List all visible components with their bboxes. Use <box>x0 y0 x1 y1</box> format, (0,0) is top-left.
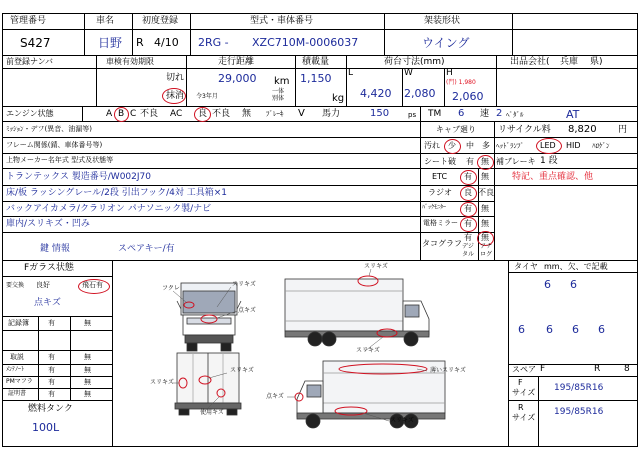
manual-yes: 有 <box>48 353 55 361</box>
maint-yes: 有 <box>48 366 55 374</box>
management-no-label: 管理番号 <box>10 16 47 26</box>
divider <box>2 29 638 30</box>
tacho-label: タコグラフ <box>422 239 462 248</box>
etc-no: 無 <box>481 172 489 181</box>
cab-tilt-label: キャブ廻り <box>436 125 476 134</box>
divider <box>496 55 497 106</box>
key-value: スペアキー/有 <box>118 244 175 254</box>
divider <box>538 376 539 447</box>
fuel-label: 燃料タンク <box>28 404 73 414</box>
manual-no: 無 <box>84 353 91 361</box>
divider <box>508 260 509 447</box>
engine-grade-a: A <box>106 109 113 119</box>
divider <box>295 55 296 106</box>
record-no: 無 <box>84 319 91 327</box>
divider <box>420 216 494 217</box>
body-note-1: 一体 <box>272 88 285 95</box>
tire-rear-1: 6 <box>518 323 525 336</box>
diagram-label-side-4: 点キズ <box>266 393 284 400</box>
back-monitor-no: 無 <box>481 204 489 213</box>
headlamp-halogen: ﾊﾛｹﾞﾝ <box>592 142 610 150</box>
tire-front-right: 6 <box>570 278 577 291</box>
divider <box>2 68 638 69</box>
detail-line-4: 庫内/スリキズ・凹み <box>6 219 90 229</box>
cert-label: 証明書 <box>8 390 27 397</box>
divider <box>2 400 112 401</box>
cert-no: 無 <box>84 390 91 398</box>
glass-note: 点キズ <box>34 298 61 308</box>
tire-rear-4: 6 <box>598 323 605 336</box>
spare-f: F <box>540 364 546 374</box>
era: R <box>136 36 144 49</box>
mileage-value: 29,000 <box>218 72 257 85</box>
origin-suffix: 県) <box>590 57 603 67</box>
cert-yes: 有 <box>48 390 55 398</box>
f-size-label: F <box>518 378 523 387</box>
seat-no: 無 <box>481 157 489 166</box>
divider <box>2 276 112 277</box>
etc-yes-circle <box>460 170 477 185</box>
mirror-yes-circle <box>460 217 477 232</box>
divider <box>478 168 479 260</box>
pm-label: PMマフラ <box>6 378 33 385</box>
transmission: AT <box>566 108 580 121</box>
divider <box>82 106 83 121</box>
back-monitor-label: ﾊﾞｯｸﾓﾆﾀｰ <box>422 204 447 211</box>
divider <box>2 316 112 317</box>
r-size: 195/85R16 <box>554 407 604 417</box>
glass-opt-chip: 飛石有 <box>82 281 103 289</box>
headlamp-led-circle <box>536 138 562 154</box>
etc-yes: 有 <box>464 172 472 181</box>
upper-body-label: 上物メーカー名年式 型式及状態等 <box>6 156 114 164</box>
divider <box>70 316 71 400</box>
r-size-label-2: サイズ <box>512 413 536 422</box>
divider <box>494 121 495 260</box>
divider <box>2 121 638 122</box>
maint-no: 無 <box>84 366 91 374</box>
f-size: 195/85R16 <box>554 383 604 393</box>
expired-label: 切れ <box>166 73 185 83</box>
record-yes: 有 <box>48 319 55 327</box>
r-size-label: R <box>518 403 524 412</box>
dirt-opt-low: 少 <box>448 141 456 150</box>
spare-r: R <box>594 364 601 374</box>
back-monitor-yes-circle <box>460 202 477 217</box>
radio-good-circle <box>460 186 477 201</box>
prev-plate-label: 前登録ナンバ <box>6 57 54 66</box>
diagram-label-side-5: スリキズ <box>390 417 414 424</box>
etc-label: ETC <box>432 172 448 181</box>
cargo-dims-label: 荷台寸法(mm) <box>384 57 445 67</box>
mission-label: ﾐｯｼｮﾝ・デフ(異音、油漏等) <box>6 125 92 133</box>
engine-label: エンジン状態 <box>6 109 54 118</box>
spare-label: スペア <box>512 365 536 374</box>
back-monitor-yes: 有 <box>464 204 472 213</box>
ac-none: 無 <box>242 109 252 119</box>
glass-opt-good: 良好 <box>36 281 50 289</box>
recycle-value: 8,820 <box>568 124 597 135</box>
hp-unit: ps <box>408 111 417 119</box>
model-label: 型式・車体番号 <box>250 16 314 26</box>
brake-value: V <box>298 108 305 119</box>
tire-label: タイヤ <box>514 262 538 271</box>
origin-label: 出品会社( <box>510 57 550 67</box>
maker: 日野 <box>98 36 123 50</box>
tacho-digital-2: タル <box>462 251 475 258</box>
ac-label: AC <box>170 109 183 119</box>
engine-grade-b: B <box>118 109 125 119</box>
hp-value: 150 <box>370 108 390 119</box>
divider <box>420 201 494 202</box>
radio-good: 良 <box>464 188 472 197</box>
mirror-no: 無 <box>481 219 489 228</box>
pm-no: 無 <box>84 378 91 386</box>
speed-unit: 速 <box>480 109 490 119</box>
divider <box>508 272 638 273</box>
dim-w-value: 2,080 <box>404 87 436 100</box>
key-label: 鍵 情報 <box>40 244 70 254</box>
brake-label: ﾌﾞﾚｰｷ <box>266 110 284 118</box>
cancelled-label: 抹消 <box>166 91 185 101</box>
detail-line-1: トランテックス 製造番号/W002J70 <box>6 172 151 182</box>
dim-h-value: 2,060 <box>452 90 484 103</box>
pm-yes: 有 <box>48 378 55 386</box>
maint-label: ﾒﾝﾃﾉｰﾄ <box>6 366 25 373</box>
tacho-yes: 有 <box>464 233 472 242</box>
divider <box>2 106 638 107</box>
divider <box>84 13 85 55</box>
divider <box>444 68 445 106</box>
divider <box>190 13 191 55</box>
headlamp-label: ﾍｯﾄﾞﾗﾝﾌﾟ <box>496 142 524 150</box>
truck-side-view-right <box>285 279 429 346</box>
divider <box>2 185 638 186</box>
diagram-label-front-1: フクレ <box>162 285 180 292</box>
body-type: ウイング <box>422 36 470 50</box>
divider <box>346 55 347 106</box>
maker-label: 車名 <box>96 16 115 26</box>
truck-front-view <box>177 283 241 351</box>
inspection-label: 車検有効期限 <box>106 57 154 66</box>
divider <box>96 55 97 106</box>
divider <box>2 330 112 331</box>
diagram-label-side-2: スリキズ <box>356 347 380 354</box>
origin-value: 兵庫 <box>560 57 579 67</box>
diagram-label-front-2: スリキズ <box>232 281 256 288</box>
body-type-label: 架装形状 <box>424 16 461 26</box>
hp-label: 馬力 <box>322 109 341 119</box>
glass-opt-replace: 要交換 <box>6 282 25 289</box>
reg-date: 令3年月 <box>196 93 218 100</box>
ac-good-circle <box>194 107 211 122</box>
mirror-yes: 有 <box>464 219 472 228</box>
aux-brake-value: 1 段 <box>540 156 558 166</box>
diagram-label-front-3: 点キズ <box>238 307 256 314</box>
divider <box>2 350 112 351</box>
dim-h-note: (門) 1,980 <box>446 79 476 86</box>
tm-label: TM <box>428 109 442 119</box>
divider <box>2 388 112 389</box>
divider <box>132 13 133 55</box>
dim-h-label: H <box>446 68 453 78</box>
spare-r-value: 8 <box>624 364 630 374</box>
dirt-label: 汚れ <box>424 141 440 150</box>
glass-label: Fガラス状態 <box>24 263 74 273</box>
dirt-opt-high: 多 <box>482 141 490 150</box>
diagram-label-rear-1: スリキズ <box>150 379 174 386</box>
divider <box>186 55 187 106</box>
diagram-label-side-3: 薄いスリキズ <box>430 367 466 374</box>
headlamp-led: LED <box>540 141 556 150</box>
body-note-2: 別体 <box>272 95 285 102</box>
divider <box>508 376 638 377</box>
detail-line-2: 床/板 ラッシングレール/2段 引出フック/4対 工具箱×1 <box>6 188 228 198</box>
mileage-label: 走行距離 <box>218 57 255 67</box>
divider <box>512 13 513 55</box>
glass-chip-circle <box>78 279 110 294</box>
divider <box>38 316 39 400</box>
tacho-no: 無 <box>481 233 489 242</box>
divider <box>384 13 385 55</box>
dim-w-label: W <box>404 68 413 78</box>
dirt-opt-mid: 中 <box>466 141 474 150</box>
divider <box>2 168 638 169</box>
model-code: 2RG - <box>198 36 229 49</box>
grade-b-circle <box>114 107 129 122</box>
chassis-no: XZC710M-0006037 <box>252 36 359 49</box>
recycle-unit: 円 <box>618 125 628 135</box>
radio-bad: 不良 <box>478 188 494 197</box>
diagram-label-rear-2: スリキズ <box>230 367 254 374</box>
management-no: S427 <box>20 36 51 50</box>
tacho-digital: デジ <box>462 243 474 250</box>
ac-good: 良 <box>198 109 208 119</box>
payload-value: 1,150 <box>300 72 332 85</box>
tacho-analog: アナ <box>480 243 493 250</box>
first-reg-label: 初度登録 <box>142 16 179 26</box>
headlamp-hid: HID <box>566 141 581 150</box>
tacho-analog-2: ログ <box>480 251 493 258</box>
speed-value: 6 <box>458 108 465 119</box>
seat-label: シート破 <box>424 157 456 166</box>
tire-rear-3: 6 <box>572 323 579 336</box>
aux-brake-label: 補ブレーキ <box>496 157 536 166</box>
divider <box>508 400 638 401</box>
payload-label: 積載量 <box>302 57 330 67</box>
pedal-label: ﾍﾟﾀﾞﾙ <box>506 111 524 119</box>
engine-grade-c: C <box>130 109 137 119</box>
dim-l-label: L <box>348 68 354 78</box>
radio-label: ラジオ <box>428 188 452 197</box>
recycle-label: リサイクル料 <box>498 125 551 135</box>
special-note: 特記、重点確認、他 <box>512 172 594 182</box>
tire-note: mm、欠、で記載 <box>544 262 608 271</box>
divider <box>2 376 112 377</box>
detail-line-3: バックアイカメラ/クラリオン パナソニック製/ナビ <box>6 204 212 214</box>
cancelled-circle <box>162 88 186 104</box>
dirt-low-circle <box>444 139 461 154</box>
payload-unit: kg <box>332 93 345 104</box>
ac-bad: 不良 <box>212 109 231 119</box>
divider <box>420 137 638 138</box>
diagram-label-side-1: スリキズ <box>364 263 388 270</box>
fuel-value: 100L <box>32 421 60 434</box>
tire-front-left: 6 <box>544 278 551 291</box>
divider <box>402 68 403 106</box>
divider <box>420 106 421 260</box>
diagram-label-rear-3: 使用キズ <box>200 409 224 416</box>
f-size-label-2: サイズ <box>512 388 536 397</box>
record-label: 記録簿 <box>8 319 29 327</box>
tire-rear-2: 6 <box>546 323 553 336</box>
gross-value: 4,420 <box>360 87 392 100</box>
first-reg-date: 4/10 <box>154 36 179 49</box>
divider <box>2 364 112 365</box>
manual-label: 取説 <box>10 353 24 361</box>
engine-bad: 不良 <box>140 109 159 119</box>
divider <box>2 55 638 56</box>
seat-yes: 有 <box>466 157 474 166</box>
pedal-no: 2 <box>496 108 503 119</box>
mileage-unit: km <box>274 76 290 87</box>
frame-label: フレーム関係(錆、車体番号等) <box>6 141 103 149</box>
seat-no-circle <box>477 155 494 170</box>
mirror-label: 電格ミラー <box>423 219 458 227</box>
